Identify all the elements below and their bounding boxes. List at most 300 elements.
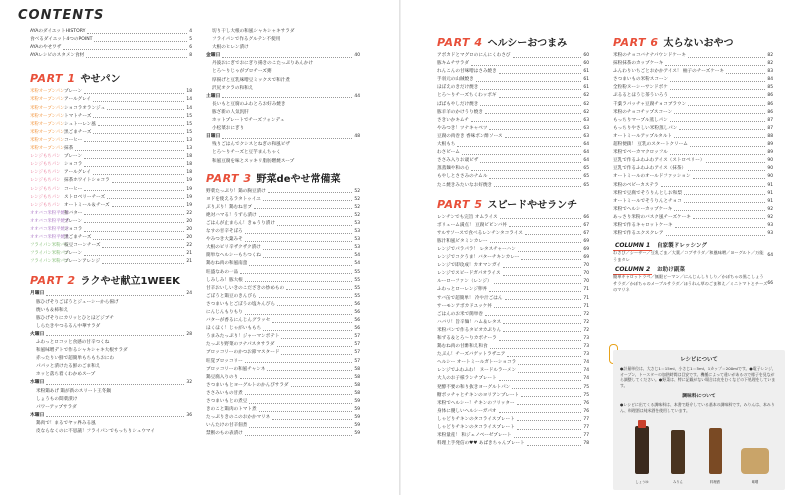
bottle-label-mirin: みりん: [673, 480, 683, 484]
menu-item: [206, 125, 360, 133]
toc-entry: [30, 36, 192, 44]
book-spine: [399, 0, 401, 495]
entry-page: 65: [583, 166, 589, 172]
entry-label: しゃどりチキンのタコライスプレート: [437, 425, 515, 431]
entry-page: 6: [189, 45, 192, 51]
entry-label: オートミールのオールドファッション: [613, 174, 691, 180]
leader-dots: [517, 420, 582, 421]
menu-item: [206, 101, 360, 109]
toc-entry: [613, 76, 773, 84]
entry-label: ほくほく！じゃがいももち: [206, 326, 262, 332]
leader-dots: [84, 158, 184, 159]
entry-label: 甘辛おいしいきのこだざきの炒めもの: [206, 285, 285, 291]
leader-dots: [499, 73, 582, 74]
entry-page: 70: [583, 279, 589, 285]
entry-label: AYAレシピのスタメン食材: [30, 53, 85, 59]
leader-dots: [503, 275, 582, 276]
toc-column-1: [30, 28, 192, 436]
leader-dots: [259, 216, 353, 217]
toc-entry: [613, 173, 773, 181]
toc-entry: [30, 234, 192, 242]
entry-label: ささみいもの甘煮: [206, 390, 243, 396]
toc-entry: [613, 60, 773, 68]
entry-page: 65: [583, 174, 589, 180]
entry-label: 糖ポッチャとチキンのヨリアンプレート: [437, 392, 520, 398]
entry-label: ささみ入りお歳ピザ: [437, 158, 479, 164]
toc-entry: [437, 182, 589, 190]
entry-page: 78: [583, 441, 589, 447]
toc-entry: [206, 317, 360, 325]
leader-dots: [84, 190, 184, 191]
leader-dots: [46, 384, 184, 385]
menu-item-label: フライパンで作るグルテン不使用: [212, 37, 281, 43]
recipe-note-box: [613, 350, 785, 490]
toc-entry: [437, 400, 589, 408]
leader-dots: [525, 234, 582, 235]
toc-entry: [437, 359, 589, 367]
leader-dots: [489, 129, 581, 130]
toc-entry: [437, 270, 589, 278]
leader-dots: [462, 154, 582, 155]
toc-entry: [437, 424, 589, 432]
leader-dots: [84, 222, 184, 223]
menu-item-label: 丹波おにぎでおにぎり揚きのこたっぷりあんかけ: [212, 61, 314, 67]
entry-label: たこ焼きみたいなお好焼き: [437, 182, 493, 188]
menu-item: [30, 307, 192, 315]
bottle-label-sake: 料理酒: [710, 480, 720, 484]
toc-entry: [437, 384, 589, 392]
entry-category: レンジもちパン: [30, 186, 61, 192]
entry-page: 72: [583, 311, 589, 317]
entry-label: さきいかキムチ: [437, 117, 470, 123]
entry-page: 20: [186, 218, 192, 224]
part5-list: [437, 214, 589, 449]
entry-category: 米粉オーブンパン: [30, 97, 65, 103]
leader-dots: [509, 226, 581, 227]
note-heading-2: 調味料について: [682, 394, 716, 400]
toc-entry: [206, 422, 360, 430]
entry-label: 鶏むね肉の和風南蛮: [206, 261, 248, 267]
entry-label: 発酵不要の和り抜きヨーグルトパン: [437, 384, 511, 390]
entry-label: 豚汁和風ビタミンカレー: [437, 238, 488, 244]
entry-label: サバ缶で超簡単！ 冷や汁ごはん: [437, 295, 503, 301]
menu-item-label: 大根のヒレン漬け: [212, 45, 249, 51]
entry-page: 87: [767, 125, 773, 131]
entry-page: 64: [583, 150, 589, 156]
entry-page: 74: [583, 360, 589, 366]
leader-dots: [471, 121, 581, 122]
entry-page: 63: [583, 133, 589, 139]
leader-dots: [499, 340, 582, 341]
entry-label: ごはんのお米で簡単巻: [437, 311, 483, 317]
column2-badge: COLUMN 2: [613, 266, 652, 275]
entry-label: トマトチーズ: [64, 113, 92, 119]
leader-dots: [93, 133, 184, 134]
part5-heading: [437, 196, 589, 214]
leader-dots: [503, 323, 581, 324]
toc-entry: [30, 250, 192, 258]
entry-label: ごぼうと鶏豆のきんぴら: [206, 293, 257, 299]
leader-dots: [489, 178, 581, 179]
entry-label: 豚羊羊のかけうり焼き: [437, 109, 483, 115]
leader-dots: [494, 307, 582, 308]
entry-page: 5: [189, 37, 192, 43]
entry-page: 8: [189, 53, 192, 59]
menu-item: [206, 60, 360, 68]
entry-label: レンジでパラパラ！ レタスチャーハン: [437, 246, 516, 252]
leader-dots: [514, 437, 582, 438]
entry-page: 19: [186, 202, 192, 208]
entry-label: 豚キムチサラダ: [437, 61, 469, 67]
leader-dots: [521, 259, 581, 260]
leader-dots: [267, 370, 352, 371]
toc-entry: [206, 358, 360, 366]
menu-item: [30, 371, 192, 379]
day-heading: [206, 52, 360, 60]
entry-page: 60: [583, 61, 589, 67]
entry-page: 52: [354, 212, 360, 218]
entry-category: 米粉オーブンパン: [30, 146, 65, 152]
toc-entry: [206, 277, 360, 285]
entry-page: 58: [354, 382, 360, 388]
menu-item-label: 赤ったりい鮮で超簡単もちもちおにわ: [36, 356, 115, 362]
entry-page: 22: [186, 243, 192, 249]
menu-item-label: 切り干し大根の和風シャキシャキサラダ: [212, 29, 295, 34]
entry-label: 絶対ハマる！うずら漬け: [206, 212, 257, 218]
leader-dots: [480, 162, 581, 163]
part1-heading: [30, 70, 192, 88]
toc-entry: [206, 212, 360, 220]
toc-entry: [437, 351, 589, 359]
entry-label: たっぷり野菜のツナパスタサラダ: [206, 342, 275, 348]
entry-label: しみしみ！豚大根: [206, 277, 243, 283]
entry-page: 90: [767, 174, 773, 180]
entry-category: オオバコ米粉平焼き: [30, 210, 70, 216]
entry-label: 鶏豆腐入りのり: [206, 374, 239, 380]
toc-entry: [437, 262, 589, 270]
leader-dots: [670, 97, 765, 98]
toc-entry: [437, 335, 589, 343]
entry-page: 56: [354, 301, 360, 307]
entry-page: 14: [186, 105, 192, 111]
entry-label: さつまいもの米粉スコーン: [613, 77, 669, 83]
entry-category: フライパン米粉パン: [30, 251, 70, 257]
menu-item: [30, 388, 192, 396]
entry-label: 米粉でベーカマクロッフル: [613, 150, 668, 156]
leader-dots: [112, 206, 185, 207]
part6-list: [613, 52, 773, 238]
note-body-2: ●レシピに出てくる調味料は、本書で紹介している基本の調味料です。みりんは、本みりん、料理酒は純米酒を使用しています。: [620, 402, 775, 413]
entry-label: 抹茶ホワイトショコラ: [64, 178, 110, 184]
toc-entry: [613, 141, 773, 149]
leader-dots: [457, 146, 581, 147]
leader-dots: [94, 41, 187, 42]
soy-sauce-cap-icon: [638, 420, 646, 428]
leader-dots: [286, 289, 352, 290]
toc-entry: [437, 303, 589, 311]
toc-entry: [437, 327, 589, 335]
entry-category: レンジもちパン: [30, 178, 61, 184]
toc-entry: [30, 28, 192, 36]
entry-label: もやしとささみのナムル: [437, 174, 488, 180]
leader-dots: [281, 338, 352, 339]
entry-label: プレーンアレンジ: [64, 259, 101, 265]
leader-dots: [693, 178, 766, 179]
entry-page: 15: [186, 113, 192, 119]
toc-entry: [30, 242, 192, 250]
entry-page: 59: [354, 415, 360, 421]
menu-item: [30, 428, 192, 436]
toc-entry: [30, 145, 192, 153]
toc-entry: [613, 165, 773, 173]
leader-dots: [494, 283, 582, 284]
entry-label: ルーローファン（レンジ）: [437, 279, 492, 285]
leader-dots: [263, 249, 353, 250]
toc-entry: [206, 309, 360, 317]
toc-entry: [437, 52, 589, 60]
entry-page: 90: [767, 166, 773, 172]
entry-label: さつまいもとごぼうの塩キんぴら: [206, 301, 275, 307]
leader-dots: [249, 403, 352, 404]
toc-entry: [613, 84, 773, 92]
menu-item: [206, 158, 360, 166]
toc-entry: [613, 230, 773, 238]
entry-label: 抹粉抹茶のカップケーキ: [613, 61, 664, 67]
toc-entry: [206, 382, 360, 390]
menu-item-label: ホットプレートでチーズフォンデュ: [212, 118, 285, 124]
leader-dots: [93, 101, 184, 102]
menu-item: [206, 77, 360, 85]
day-heading: [30, 412, 192, 420]
menu-item: [206, 117, 360, 125]
toc-entry: [30, 113, 192, 121]
entry-label: もっちりマープル蒸しパン: [613, 117, 668, 123]
entry-label: 抹茶: [64, 146, 74, 152]
toc-entry: [437, 125, 589, 133]
entry-page: 53: [354, 245, 360, 251]
entry-label: ヨドを使えるラタトゥイユ: [206, 196, 261, 202]
toc-entry: [437, 392, 589, 400]
leader-dots: [93, 174, 184, 175]
entry-label: プレーン: [64, 251, 83, 257]
part6-number: PART 6: [613, 36, 659, 49]
toc-entry: [206, 285, 360, 293]
entry-page: 92: [767, 214, 773, 220]
leader-dots: [107, 109, 184, 110]
toc-entry: [206, 269, 360, 277]
leader-dots: [674, 210, 765, 211]
entry-label: 超粉便鎮！ 豆乳のスタートクリーム: [613, 142, 688, 148]
menu-item: [206, 109, 360, 117]
leader-dots: [222, 57, 352, 58]
leader-dots: [112, 182, 185, 183]
toc-entry: [30, 137, 192, 145]
leader-dots: [500, 218, 582, 219]
entry-page: 73: [583, 352, 589, 358]
day-heading: [30, 379, 192, 387]
column1-badge: COLUMN 1: [613, 242, 652, 251]
leader-dots: [277, 346, 353, 347]
part2-list: [30, 290, 192, 436]
entry-page: 70: [583, 271, 589, 277]
toc-entry: [30, 44, 192, 52]
toc-entry: [613, 92, 773, 100]
toc-entry: [206, 390, 360, 398]
leader-dots: [222, 138, 352, 139]
menu-item: [206, 36, 360, 44]
entry-page: 4: [189, 29, 192, 34]
entry-page: 57: [354, 334, 360, 340]
menu-item-label: パパッと漬けたる鮮のごま和え: [36, 364, 101, 370]
entry-page: 13: [186, 137, 192, 143]
entry-label: レンジでふわふわ！ ヌードルラーメン: [437, 368, 517, 374]
day-label: 土曜日: [206, 93, 221, 99]
entry-category: フライパン米粉パン: [30, 243, 70, 249]
toc-entry: [613, 101, 773, 109]
menu-item-label: 鶏肉で！まるでヤッ界みる風: [36, 420, 96, 426]
leader-dots: [706, 162, 765, 163]
entry-label: 手羽元の山賊焼き: [437, 77, 474, 83]
leader-dots: [84, 255, 184, 256]
entry-label: 身体に優しいヘルシーガパオ: [437, 408, 497, 414]
leader-dots: [102, 263, 184, 264]
entry-label: コーヒー: [64, 137, 83, 143]
toc-entry: [613, 125, 773, 133]
entry-label: たぶん！チーズバゲットラザニア: [437, 352, 506, 358]
toc-entry: [437, 311, 589, 319]
toc-entry: [206, 301, 360, 309]
leader-dots: [245, 435, 353, 436]
leader-dots: [245, 241, 353, 242]
leader-dots: [93, 117, 184, 118]
entry-page: 53: [354, 229, 360, 235]
entry-page: 86: [767, 93, 773, 99]
toc-entry: [437, 286, 589, 294]
entry-label: レンジで即攻成！カオマンガイ: [437, 263, 501, 269]
leader-dots: [63, 49, 187, 50]
entry-page: 53: [354, 220, 360, 226]
entry-label: 枝豆コーンチーズ: [64, 243, 101, 249]
leader-dots: [102, 247, 184, 248]
menu-item-label: パワーアップサラダ: [36, 404, 77, 410]
toc-entry: [437, 319, 589, 327]
entry-page: 19: [186, 186, 192, 192]
entry-category: 米粉オーブンパン: [30, 89, 65, 95]
menu-item-label: 和風豆腐を味とスッキリ脂肪燃焼スープ: [212, 158, 295, 164]
entry-page: 71: [583, 303, 589, 309]
leader-dots: [249, 265, 352, 266]
entry-label: 食べるダイエット4つのPOINT: [30, 37, 93, 43]
menu-item-label: 豚ひげそりごぼうとジューシーから揚げ: [36, 299, 119, 305]
toc-entry: [437, 133, 589, 141]
toc-entry: [206, 236, 360, 244]
entry-category: 米粉オーブンパン: [30, 113, 65, 119]
toc-entry: [30, 177, 192, 185]
soy-sauce-bottle-icon: [635, 426, 649, 474]
toc-entry: [30, 161, 192, 169]
entry-page: 58: [354, 390, 360, 396]
leader-dots: [240, 378, 352, 379]
entry-label: 豆乳で作るふわふわアイス（抹茶）: [613, 166, 687, 172]
menu-item-label: 沢尻オクラの和和え: [212, 85, 254, 91]
entry-page: 74: [583, 376, 589, 382]
entry-label: 旺覚ブロッコリー: [206, 358, 243, 364]
entry-page: 55: [354, 269, 360, 275]
entry-page: 93: [767, 222, 773, 228]
leader-dots: [281, 354, 352, 355]
toc-entry: [437, 101, 589, 109]
toc-entry: [206, 220, 360, 228]
leader-dots: [84, 231, 184, 232]
entry-page: 86: [767, 109, 773, 115]
day-heading: [30, 331, 192, 339]
entry-page: 56: [354, 326, 360, 332]
entry-label: プレーン: [64, 154, 83, 160]
entry-label: 米粉のチョコチップスコーン: [613, 109, 673, 115]
toc-entry: [613, 190, 773, 198]
leader-dots: [84, 214, 184, 215]
leader-dots: [254, 208, 352, 209]
entry-category: フライパン米粉パン: [30, 259, 70, 265]
part2-number: PART 2: [30, 274, 76, 288]
leader-dots: [674, 113, 765, 114]
entry-page: 21: [186, 251, 192, 257]
leader-dots: [505, 299, 582, 300]
entry-label: コーヒー: [64, 186, 83, 192]
entry-page: 18: [186, 170, 192, 176]
day-label: 日曜日: [206, 134, 221, 140]
leader-dots: [518, 251, 582, 252]
toc-entry: [30, 153, 192, 161]
toc-entry: [30, 105, 192, 113]
part4-list: [437, 52, 589, 190]
entry-category: 米粉オーブンパン: [30, 121, 65, 127]
day-page: 40: [354, 53, 360, 59]
entry-label: バターが香るにんじんグラッセ: [206, 318, 271, 324]
toc-entry: [437, 149, 589, 157]
leader-dots: [688, 105, 765, 106]
toc-entry: [613, 198, 773, 206]
entry-label: 和ずる＆とろ〜りカボナーラ: [437, 336, 497, 341]
entry-label: さつまいもとの煮豆: [206, 399, 248, 405]
note-heading: レシピについて: [680, 357, 718, 363]
leader-dots: [684, 194, 765, 195]
toc-entry: [30, 88, 192, 96]
entry-page: 18: [186, 89, 192, 95]
toc-entry: [437, 165, 589, 173]
column1-title: 自家製ドレッシング: [656, 243, 707, 250]
leader-dots: [661, 186, 766, 187]
entry-page: 93: [767, 231, 773, 237]
day-heading: [30, 290, 192, 298]
entry-label: 旺盛なあの一品: [206, 269, 239, 275]
leader-dots: [527, 445, 582, 446]
entry-page: 64: [583, 158, 589, 164]
entry-page: 67: [583, 230, 589, 236]
entry-label: ほぼえのきだけ焼き: [437, 85, 479, 91]
toc-entry: [437, 141, 589, 149]
leader-dots: [46, 416, 184, 417]
part3-list: [206, 188, 360, 439]
entry-label: しゃどりチキンのタコライスプレート: [437, 416, 515, 422]
leader-dots: [245, 394, 353, 395]
entry-label: ショコラ: [64, 226, 83, 232]
toc-entry: [206, 341, 360, 349]
entry-label: ストロベリーチーズ: [64, 194, 106, 200]
day-label: 木曜日: [30, 412, 45, 418]
toc-entry: [437, 254, 589, 262]
entry-label: 鶏むね肉の甘酢和え和食: [437, 344, 488, 350]
